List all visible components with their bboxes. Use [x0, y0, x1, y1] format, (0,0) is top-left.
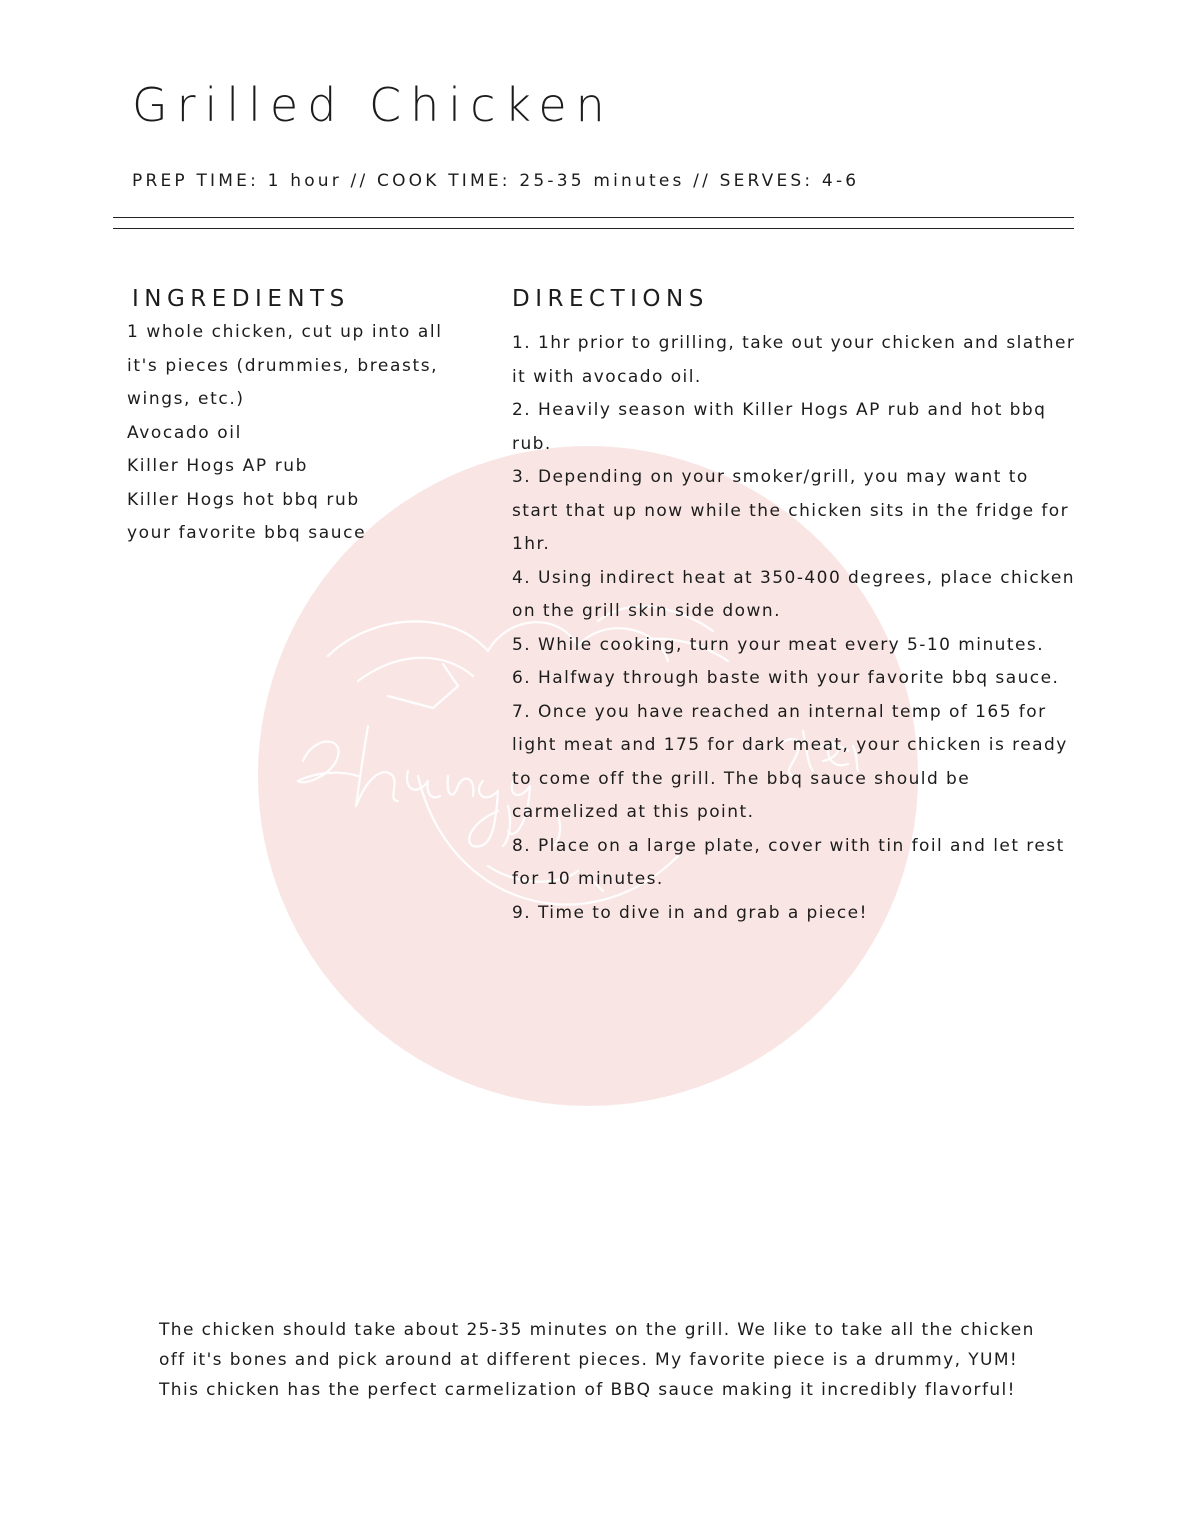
direction-step: 6. Halfway through baste with your favorite bbq sauce.: [512, 668, 1060, 688]
direction-step: 2. Heavily season with Killer Hogs AP rub and hot bbq rub.: [512, 400, 1047, 454]
directions-heading: DIRECTIONS: [512, 286, 709, 312]
recipe-meta: PREP TIME: 1 hour // COOK TIME: 25-35 minutes // SERVES: 4-6: [132, 171, 860, 191]
ingredient-item: Killer Hogs AP rub: [127, 456, 309, 476]
direction-step: 3. Depending on your smoker/grill, you may want to start that up now while the chicken sits in the fridge for 1hr.: [512, 467, 1070, 554]
direction-step: 8. Place on a large plate, cover with tin foil and let rest for 10 minutes.: [512, 835, 1065, 889]
recipe-note: The chicken should take about 25-35 minutes on the grill. We like to take all the chicken off it's bones and pick around at different pieces. My favorite piece is a drummy, YUM! This chicken has the perfect carmelization of BBQ sauce making it incredibly flavorful!: [159, 1320, 1035, 1400]
ingredients-list: [127, 316, 457, 551]
header-divider-top: [113, 217, 1074, 218]
ingredient-item: Killer Hogs hot bbq rub: [127, 489, 360, 510]
direction-step: 7. Once you have reached an internal temp of 165 for light meat and 175 for dark meat, your chicken is ready to come off the grill. The bbq sauce should be carmelized at this point.: [512, 701, 1068, 822]
ingredient-item: 1 whole chicken, cut up into all it's pieces (drummies, breasts, wings, etc.): [127, 322, 443, 409]
direction-step: 1. 1hr prior to grilling, take out your chicken and slather it with avocado oil.: [512, 333, 1076, 387]
directions-list: [512, 327, 1082, 930]
header-divider-bottom: [113, 228, 1074, 229]
ingredient-item: Avocado oil: [127, 422, 242, 443]
recipe-title: Grilled Chicken: [132, 78, 614, 132]
direction-step: 9. Time to dive in and grab a piece!: [512, 902, 868, 923]
direction-step: 5. While cooking, turn your meat every 5-10 minutes.: [512, 634, 1045, 655]
ingredients-heading: INGREDIENTS: [132, 286, 350, 312]
ingredient-item: your favorite bbq sauce: [127, 523, 367, 543]
direction-step: 4. Using indirect heat at 350-400 degrees, place chicken on the grill skin side down.: [512, 567, 1076, 621]
